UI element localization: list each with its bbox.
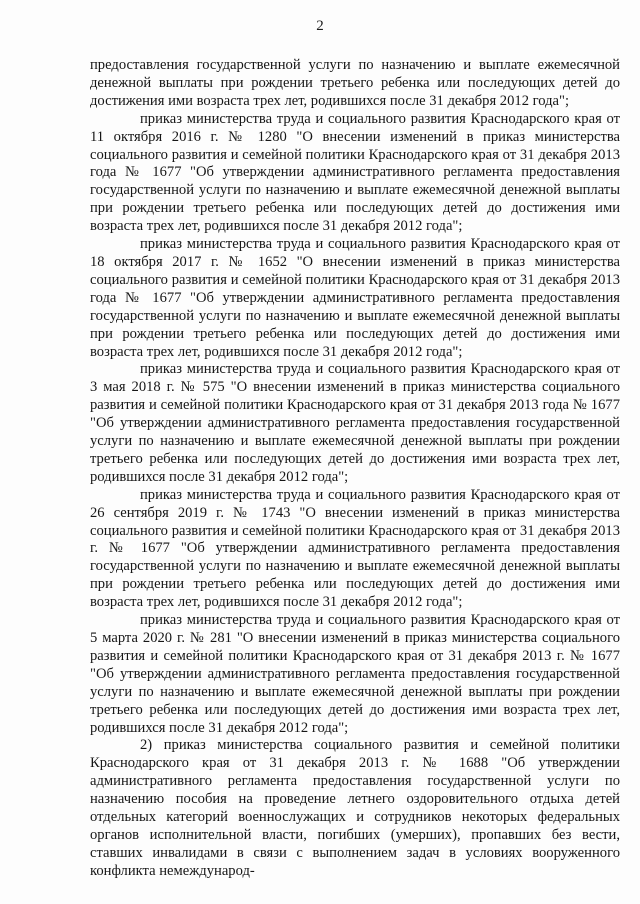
paragraph-order-2020: приказ министерства труда и социального развития Краснодарского края от 5 марта 2020 г. № 281 "О внесении изменений в приказ министерства социального развития и семейной политики Краснодарского края от 31 декабря 2013 г. № 1677 "Об утверждении административного регламента предоставления государственной услуги по назначению и выплате ежемесячной денежной выплаты при рождении третьего ребенка или последующих детей до достижения ими возраста трех лет, родившихся после 31 декабря 2012 года"; — [90, 612, 620, 736]
paragraph-continuation: предоставления государственной услуги по назначению и выплате ежемесячной денежной выплаты при рождении третьего ребенка или последующих детей до достижения ими возраста трех лет, родившихся после 31 декабря 2012 года"; — [90, 57, 620, 109]
document-body — [90, 57, 620, 881]
paragraph-order-2016: приказ министерства труда и социального развития Краснодарского края от 11 октября 2016 г. № 1280 "О внесении изменений в приказ министерства социального развития и семейной политики Краснодарского края от 31 декабря 2013 года № 1677 "Об утверждении административного регламента предоставления государственной услуги по назначению и выплате ежемесячной денежной выплаты при рождении третьего ребенка или последующих детей до достижения ими возраста трех лет, родившихся после 31 декабря 2012 года"; — [90, 110, 620, 235]
paragraph-item-2: 2) приказ министерства социального развития и семейной политики Краснодарского края от 31 декабря 2013 г. № 1688 "Об утверждении административного регламента предоставления государственной услуги по назначению пособия на проведение летнего оздоровительного отдыха детей отдельных категорий военнослужащих и сотрудников некоторых федеральных органов исполнительной власти, погибших (умерших), пропавших без вести, ставших инвалидами в связи с выполнением задач в условиях вооруженного конфликта немеждународ- — [90, 737, 620, 879]
page-number: 2 — [316, 18, 324, 34]
paragraph-order-2018: приказ министерства труда и социального развития Краснодарского края от 3 мая 2018 г. № 575 "О внесении изменений в приказ министерства социального развития и семейной политики Краснодарского края от 31 декабря 2013 года № 1677 "Об утверждении административного регламента предоставления государственной услуги по назначению и выплате ежемесячной денежной выплаты при рождении третьего ребенка или последующих детей до достижения ими возраста трех лет, родившихся после 31 декабря 2012 года"; — [90, 361, 620, 485]
paragraph-order-2017: приказ министерства труда и социального развития Краснодарского края от 18 октября 2017 г. № 1652 "О внесении изменений в приказ министерства социального развития и семейной политики Краснодарского края от 31 декабря 2013 года № 1677 "Об утверждении административного регламента предоставления государственной услуги по назначению и выплате ежемесячной денежной выплаты при рождении третьего ребенка или последующих детей до достижения ими возраста трех лет, родившихся после 31 декабря 2012 года"; — [90, 236, 620, 360]
paragraph-order-2019: приказ министерства труда и социального развития Краснодарского края от 26 сентября 2019 г. № 1743 "О внесении изменений в приказ министерства социального развития и семейной политики Краснодарского края от 31 декабря 2013 г. № 1677 "Об утверждении административного регламента предоставления государственной услуги по назначению и выплате ежемесячной денежной выплаты при рождении третьего ребенка или последующих детей до достижения ими возраста трех лет, родившихся после 31 декабря 2012 года"; — [90, 486, 620, 611]
